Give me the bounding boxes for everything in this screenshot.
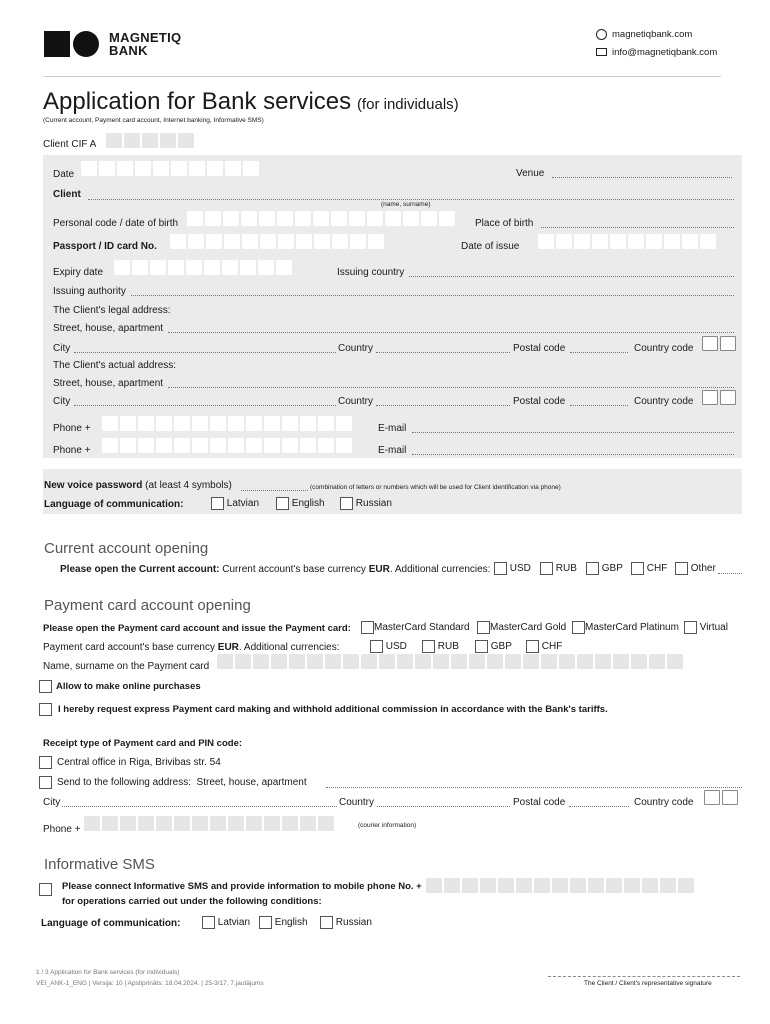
globe-icon <box>596 29 607 40</box>
current-account-text: Please open the Current account: Current account's base currency EUR. Additional currencies: <box>60 564 491 575</box>
sms-line1: Please connect Informative SMS and provide information to mobile phone No. + <box>62 881 422 892</box>
bank-logo <box>44 30 204 58</box>
voice-password-input[interactable] <box>241 481 308 491</box>
issuing-country-label: Issuing country <box>337 267 405 278</box>
place-of-birth-input[interactable] <box>541 218 734 228</box>
actual-address-label: The Client's actual address: <box>53 360 177 371</box>
venue-label: Venue <box>516 168 545 179</box>
checkbox-icon[interactable] <box>276 497 289 510</box>
legal-country-code-input[interactable] <box>702 336 736 351</box>
checkbox-icon[interactable] <box>39 756 52 769</box>
voice-password-label: New voice password (at least 4 symbols) <box>44 480 232 491</box>
date-of-issue-label: Date of issue <box>461 241 520 252</box>
checkbox-icon[interactable] <box>340 497 353 510</box>
sms-checkbox[interactable] <box>39 883 52 896</box>
date-label: Date <box>53 169 75 180</box>
issuing-authority-input[interactable] <box>131 286 734 296</box>
checkbox-icon[interactable] <box>540 562 553 575</box>
receipt-street-input[interactable] <box>326 778 742 788</box>
card-type-platinum[interactable]: MasterCard Platinum <box>572 621 679 634</box>
page-title: Application for Bank services (for individuals) <box>43 88 459 115</box>
ca-currency-usd[interactable]: USD <box>494 562 531 575</box>
personal-code-label: Personal code / date of birth <box>53 218 179 229</box>
sms-lang-english[interactable]: English <box>259 916 308 929</box>
email2-label: E-mail <box>378 445 407 456</box>
card-type-gold[interactable]: MasterCard Gold <box>477 621 566 634</box>
actual-country-code-label: Country code <box>634 396 694 407</box>
voice-lang-latvian[interactable]: Latvian <box>211 497 259 510</box>
receipt-country-code-input[interactable] <box>704 790 738 805</box>
date-of-issue-input[interactable] <box>538 234 716 249</box>
client-label: Client <box>53 189 81 200</box>
card-type-standard[interactable]: MasterCard Standard <box>361 621 470 634</box>
place-of-birth-label: Place of birth <box>475 218 534 229</box>
checkbox-icon[interactable] <box>586 562 599 575</box>
legal-address-label: The Client's legal address: <box>53 305 171 316</box>
sms-phone-input[interactable] <box>426 878 694 893</box>
current-account-heading: Current account opening <box>44 540 209 557</box>
actual-country-input[interactable] <box>376 396 510 406</box>
phone1-label: Phone + <box>53 423 91 434</box>
website-link[interactable]: magnetiqbank.com <box>612 29 693 41</box>
legal-city-input[interactable] <box>74 343 336 353</box>
checkbox-icon[interactable] <box>631 562 644 575</box>
checkbox-icon[interactable] <box>202 916 215 929</box>
actual-city-label: City <box>53 396 71 407</box>
client-cif-label: Client CIF A <box>43 139 97 150</box>
website-row[interactable] <box>596 29 692 40</box>
passport-label: Passport / ID card No. <box>53 241 157 252</box>
signature-label: The Client / Client's representative signature <box>584 980 712 987</box>
receipt-city-input[interactable] <box>62 797 337 807</box>
legal-street-label: Street, house, apartment <box>53 323 164 334</box>
phone2-label: Phone + <box>53 445 91 456</box>
legal-postal-code-input[interactable] <box>570 343 628 353</box>
footer-version-info: VEI_ANK-1_ENG | Versija: 10 | Apstiprināts: 18.04.2024. | 25-3/17, 7.jautājums <box>36 980 264 987</box>
receipt-phone-input[interactable] <box>84 816 334 831</box>
pc-currency-gbp[interactable]: GBP <box>475 640 512 653</box>
checkbox-icon[interactable] <box>39 680 52 693</box>
expiry-date-input[interactable] <box>114 260 292 275</box>
legal-country-label: Country <box>338 343 374 354</box>
receipt-postal-code-label: Postal code <box>513 797 566 808</box>
signature-line[interactable] <box>548 976 740 977</box>
payment-card-heading: Payment card account opening <box>44 597 251 614</box>
actual-postal-code-input[interactable] <box>570 396 628 406</box>
actual-street-label: Street, house, apartment <box>53 378 164 389</box>
actual-country-code-input[interactable] <box>702 390 736 405</box>
header-divider <box>44 76 721 77</box>
sms-heading: Informative SMS <box>44 856 155 873</box>
name-on-card-label: Name, surname on the Payment card <box>43 661 210 672</box>
voice-lang-russian[interactable]: Russian <box>340 497 392 510</box>
email-link[interactable]: info@magnetiqbank.com <box>612 47 718 58</box>
issuing-authority-label: Issuing authority <box>53 286 126 297</box>
receipt-phone-label: Phone + <box>43 824 81 835</box>
legal-country-input[interactable] <box>376 343 510 353</box>
checkbox-icon[interactable] <box>370 640 383 653</box>
checkbox-icon[interactable] <box>675 562 688 575</box>
expiry-date-label: Expiry date <box>53 267 104 278</box>
logo-text-1: MAGNETIQ <box>109 30 182 45</box>
voice-password-note: (combination of letters or numbers which will be used for Client identification via phone) <box>310 484 561 491</box>
voice-language-label: Language of communication: <box>44 499 184 510</box>
venue-input[interactable] <box>552 168 732 178</box>
payment-card-currency-text: Payment card account's base currency EUR. Additional currencies: <box>43 642 340 653</box>
checkbox-icon[interactable] <box>526 640 539 653</box>
sms-language-label: Language of communication: <box>41 918 181 929</box>
footer-page-info: 1 / 3 Application for Bank services (for individuals) <box>36 969 180 976</box>
checkbox-icon[interactable] <box>477 621 490 634</box>
client-cif-input[interactable] <box>106 133 194 148</box>
receipt-city-label: City <box>43 797 61 808</box>
legal-street-input[interactable] <box>168 323 734 333</box>
logo-text-2: BANK <box>109 43 148 58</box>
ca-currency-chf[interactable]: CHF <box>631 562 667 575</box>
ca-currency-rub[interactable]: RUB <box>540 562 577 575</box>
voice-lang-english[interactable]: English <box>276 497 325 510</box>
client-name-input[interactable] <box>88 190 734 200</box>
email-row[interactable] <box>596 47 717 58</box>
checkbox-icon[interactable] <box>475 640 488 653</box>
checkbox-icon[interactable] <box>572 621 585 634</box>
passport-input[interactable] <box>170 234 384 249</box>
page-subtitle: (Current account, Payment card account, Internet banking, Informative SMS) <box>43 117 264 124</box>
phone1-input[interactable] <box>102 416 352 431</box>
receipt-country-label: Country <box>339 797 375 808</box>
logo-mark-icon <box>44 31 100 57</box>
allow-online-option[interactable]: Allow to make online purchases <box>39 680 201 693</box>
pc-currency-rub[interactable]: RUB <box>422 640 459 653</box>
issuing-country-input[interactable] <box>409 267 734 277</box>
checkbox-icon[interactable] <box>39 776 52 789</box>
express-option[interactable]: I hereby request express Payment card making and withhold additional commission in accordance with the Bank's tariffs. <box>39 703 608 716</box>
sms-line2: for operations carried out under the following conditions: <box>62 896 322 907</box>
actual-postal-code-label: Postal code <box>513 396 566 407</box>
personal-code-input[interactable] <box>187 211 455 226</box>
date-input[interactable] <box>81 161 259 176</box>
card-type-virtual[interactable]: Virtual <box>684 621 728 634</box>
sms-lang-latvian[interactable]: Latvian <box>202 916 250 929</box>
receipt-office-option[interactable]: Central office in Riga, Brivibas str. 54 <box>39 756 221 769</box>
actual-city-input[interactable] <box>74 396 336 406</box>
legal-city-label: City <box>53 343 71 354</box>
email2-input[interactable] <box>412 445 734 455</box>
actual-country-label: Country <box>338 396 374 407</box>
receipt-postal-code-input[interactable] <box>569 797 629 807</box>
ca-currency-other[interactable]: Other <box>675 562 716 575</box>
checkbox-icon[interactable] <box>211 497 224 510</box>
checkbox-icon[interactable] <box>259 916 272 929</box>
mail-icon <box>596 48 607 56</box>
email1-input[interactable] <box>412 423 734 433</box>
ca-currency-gbp[interactable]: GBP <box>586 562 623 575</box>
receipt-country-code-label: Country code <box>634 797 694 808</box>
pc-currency-usd[interactable]: USD <box>370 640 407 653</box>
checkbox-icon[interactable] <box>39 703 52 716</box>
courier-note: (courier information) <box>358 822 417 829</box>
receipt-send-option[interactable]: Send to the following address: Street, house, apartment <box>39 776 307 789</box>
checkbox-icon[interactable] <box>494 562 507 575</box>
receipt-country-input[interactable] <box>377 797 510 807</box>
actual-street-input[interactable] <box>168 378 734 388</box>
phone2-input[interactable] <box>102 438 352 453</box>
name-on-card-input[interactable] <box>217 654 683 669</box>
name-hint: (name, surname) <box>381 201 431 208</box>
email1-label: E-mail <box>378 423 407 434</box>
payment-card-request: Please open the Payment card account and issue the Payment card: <box>43 623 351 634</box>
checkbox-icon[interactable] <box>684 621 697 634</box>
ca-other-input[interactable] <box>718 564 742 574</box>
checkbox-icon[interactable] <box>422 640 435 653</box>
receipt-heading: Receipt type of Payment card and PIN code: <box>43 738 243 749</box>
checkbox-icon[interactable] <box>39 883 52 896</box>
pc-currency-chf[interactable]: CHF <box>526 640 562 653</box>
checkbox-icon[interactable] <box>361 621 374 634</box>
legal-country-code-label: Country code <box>634 343 694 354</box>
legal-postal-code-label: Postal code <box>513 343 566 354</box>
sms-lang-russian[interactable]: Russian <box>320 916 372 929</box>
checkbox-icon[interactable] <box>320 916 333 929</box>
